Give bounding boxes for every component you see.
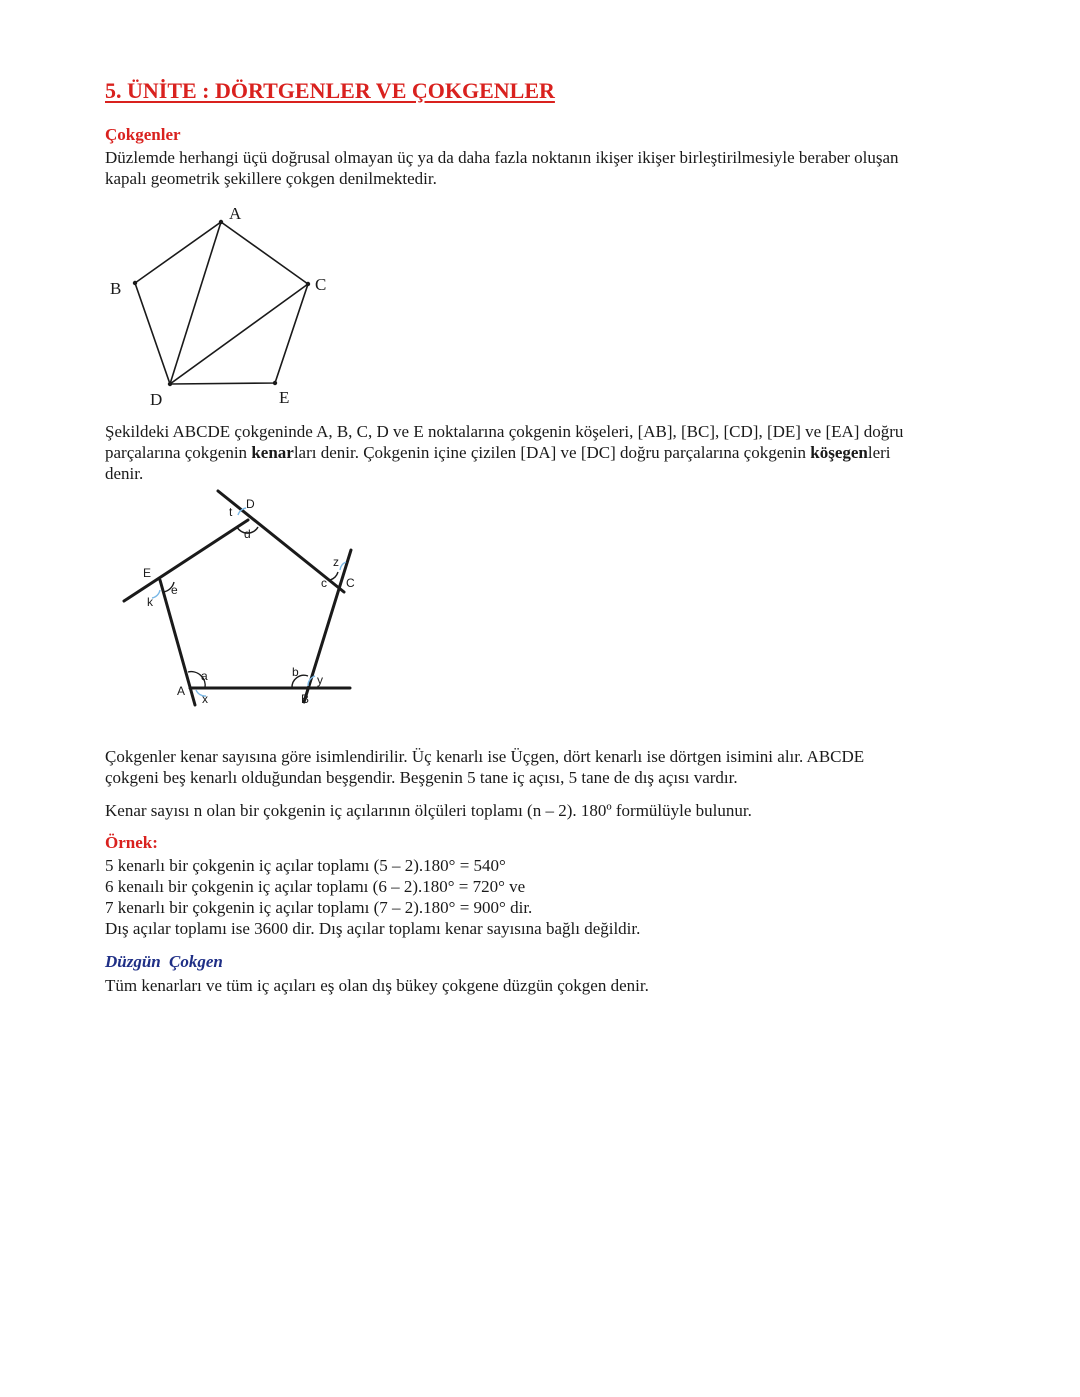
vertex-label-d: D: [150, 390, 163, 409]
vertex-label-e: E: [279, 388, 290, 407]
text-line: Şekildeki ABCDE çokgeninde A, B, C, D ve E noktalarına çokgenin köşeleri, [AB], [BC], [CD], [DE] ve [EA] doğru: [105, 422, 904, 441]
text-line: Tüm kenarları ve tüm iç açıları eş olan dış bükey çokgene düzgün çokgen denir.: [105, 976, 649, 995]
interior-angle-d: d: [244, 527, 251, 541]
exterior-angle-t: t: [229, 505, 233, 519]
section-heading-cokgenler: Çokgenler: [105, 125, 181, 144]
regular-polygon-paragraph: [105, 975, 985, 996]
interior-angle-a: a: [201, 669, 208, 683]
text-line: denir.: [105, 464, 144, 483]
pentagon-angles-figure: [115, 488, 360, 710]
text-line: Dış açılar toplamı ise 3600 dir. Dış açılar toplamı kenar sayısına bağlı değildir.: [105, 919, 641, 938]
pentagon-diagonals-figure: [100, 200, 360, 415]
text-line: 7 kenarlı bir çokgenin iç açılar toplamı (7 – 2).180° = 900° dir.: [105, 898, 533, 917]
vertex-label-b: B: [301, 692, 310, 706]
interior-angle-c: c: [321, 576, 327, 590]
vertex-label-b: B: [110, 279, 122, 298]
exterior-angle-x: x: [202, 692, 208, 706]
vertex-label-c: C: [346, 576, 355, 590]
exterior-angle-z: z: [333, 555, 339, 569]
example-paragraph: [105, 855, 985, 939]
text-line: parçalarına çokgenin kenarları denir. Çokgenin içine çizilen [DA] ve [DC] doğru parçalarına çokgenin köşegenleri: [105, 443, 891, 462]
exterior-angle-k: k: [147, 595, 153, 609]
formula-paragraph: [105, 800, 985, 821]
angle-arc-c: [330, 572, 338, 580]
diagonal-dc: [170, 284, 308, 384]
exterior-angle-y: y: [317, 673, 323, 687]
text-line: Çokgenler kenar sayısına göre isimlendirilir. Üç kenarlı ise Üçgen, dört kenarlı ise dörtgen isimini alır. ABCDE: [105, 747, 865, 766]
vertex-label-c: C: [315, 275, 327, 294]
vertex-label-d: D: [246, 497, 255, 511]
page-title: 5. ÜNİTE : DÖRTGENLER VE ÇOKGENLER: [105, 78, 555, 103]
bold-term-kenar: kenar: [251, 443, 294, 462]
definition-paragraph: [105, 147, 985, 189]
text-line: Kenar sayısı n olan bir çokgenin iç açılarının ölçüleri toplamı (n – 2). 180º formülüyle bulunur.: [105, 801, 752, 820]
text-line: 5 kenarlı bir çokgenin iç açılar toplamı (5 – 2).180° = 540°: [105, 856, 506, 875]
regular-polygon-heading: Düzgün Çokgen: [105, 952, 223, 971]
vertices-edges-paragraph: [105, 421, 985, 484]
bold-term-kosegen: köşegen: [810, 443, 868, 462]
text-line: 6 kenaılı bir çokgenin iç açılar toplamı (6 – 2).180° = 720° ve: [105, 877, 526, 896]
diagonal-da: [170, 222, 221, 384]
interior-angle-e: e: [171, 583, 178, 597]
example-heading: Örnek:: [105, 833, 158, 852]
naming-paragraph: [105, 746, 985, 788]
vertex-label-a: A: [177, 684, 186, 698]
vertex-label-a: A: [229, 204, 242, 223]
text-line: çokgeni beş kenarlı olduğundan beşgendir. Beşgenin 5 tane iç açısı, 5 tane de dış açısı vardır.: [105, 768, 738, 787]
text-line: Düzlemde herhangi üçü doğrusal olmayan üç ya da daha fazla noktanın ikişer ikişer birleştirilmesiyle beraber oluşan: [105, 148, 899, 167]
interior-angle-b: b: [292, 665, 299, 679]
side-ed-extended: [124, 520, 248, 601]
angle-arc-k: [152, 590, 160, 598]
vertex-label-e: E: [143, 566, 152, 580]
text-line: kapalı geometrik şekillere çokgen denilmektedir.: [105, 169, 437, 188]
